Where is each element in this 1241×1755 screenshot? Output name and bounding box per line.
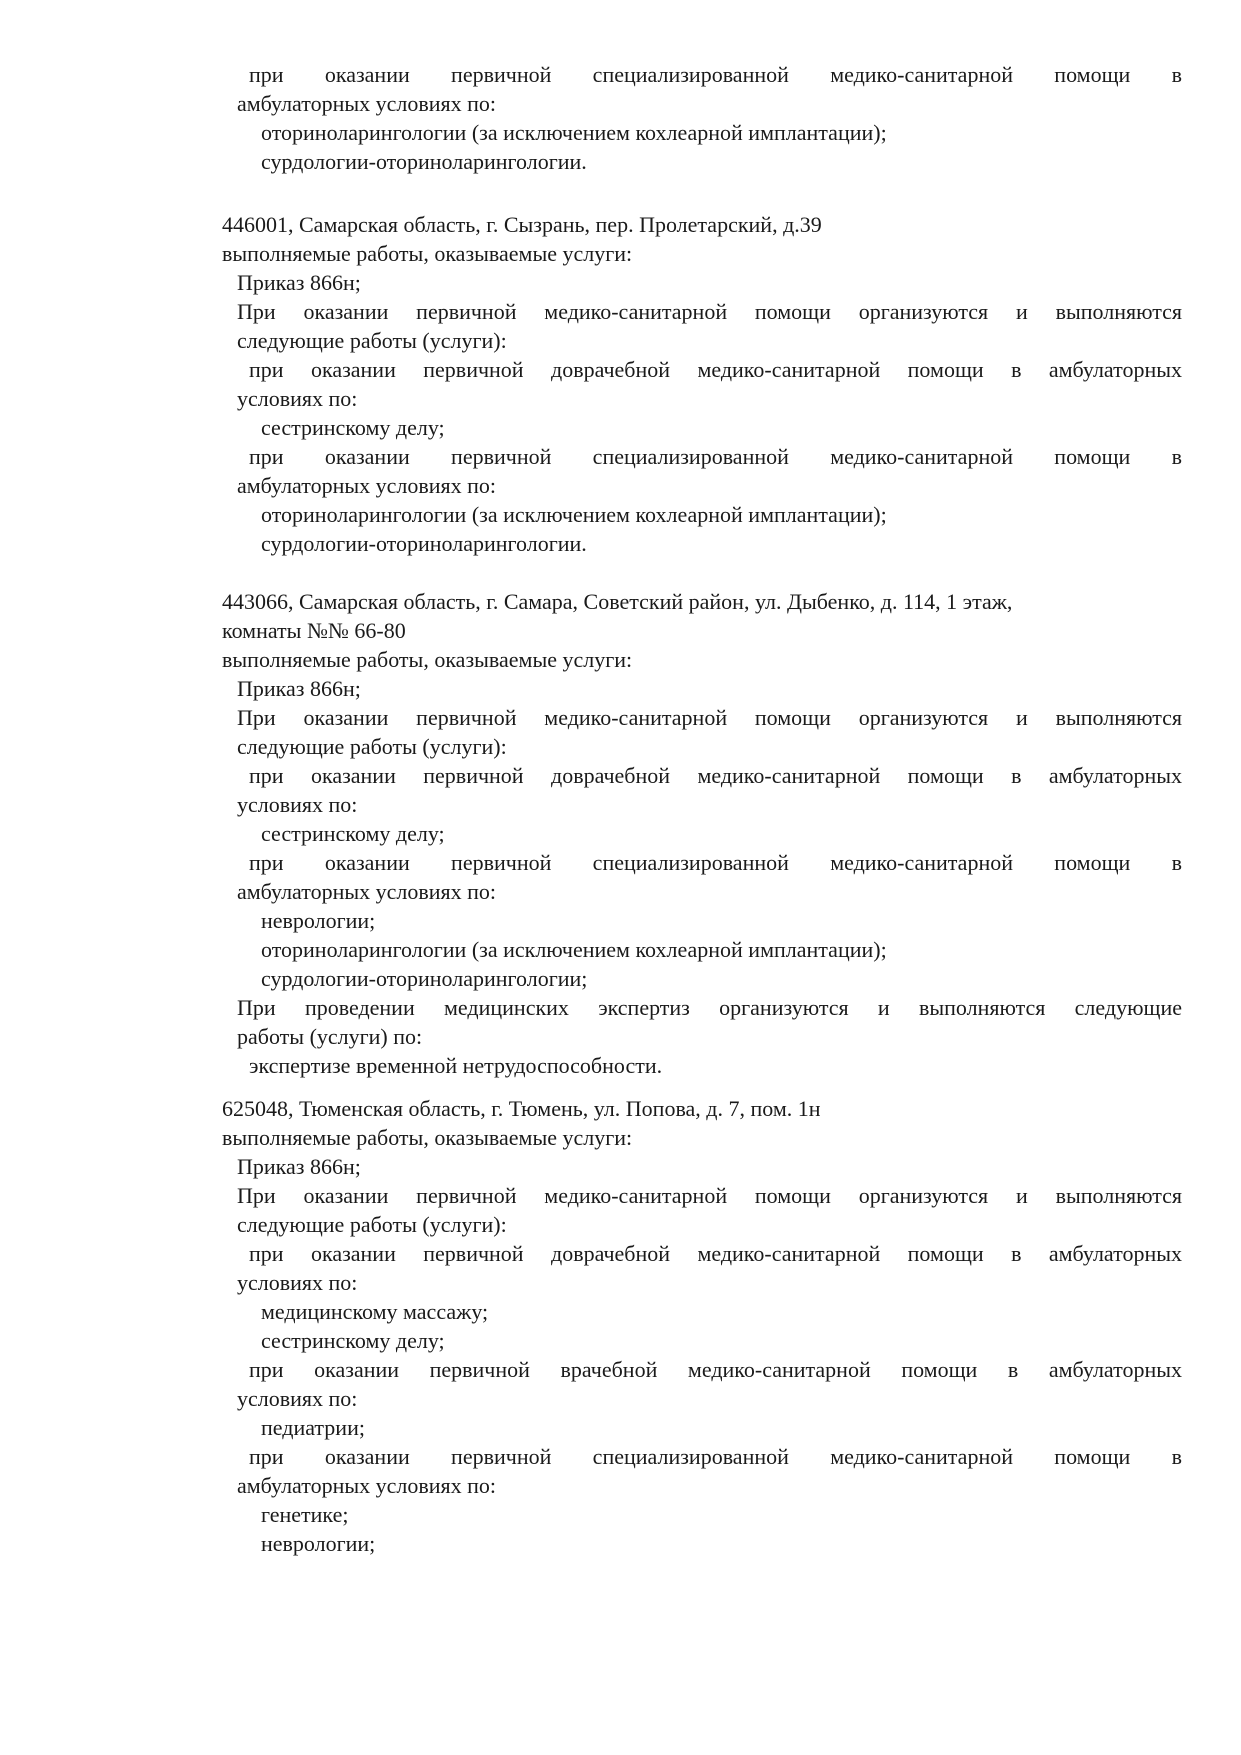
tyumen-section [222,1094,1182,1558]
continuation-line: следующие работы (услуги): [237,1212,507,1237]
primary-care-heading [222,703,1182,761]
list-item: оториноларингологии (за исключением кохлеарной имплантации); [261,502,887,527]
justified-line: При проведении медицинских экспертиз организуются и выполняются следующие [237,995,1182,1020]
justified-line: При оказании первичной медико-санитарной помощи организуются и выполняются [237,1183,1182,1208]
continuation-line: амбулаторных условиях по: [237,879,497,904]
works-heading: выполняемые работы, оказываемые услуги: [222,241,633,266]
justified-line: при оказании первичной доврачебной медико-санитарной помощи в амбулаторных [249,357,1182,382]
list-item: неврологии; [261,908,376,933]
specialized-care-heading [222,442,1182,500]
list-item: оториноларингологии (за исключением кохлеарной имплантации); [261,937,887,962]
list-item: оториноларингологии (за исключением кохлеарной имплантации); [261,120,887,145]
order-line: Приказ 866н; [237,676,361,701]
order-line: Приказ 866н; [237,270,361,295]
list-item: сурдологии-оториноларингологии. [261,531,587,556]
continuation-line: амбулаторных условиях по: [237,473,497,498]
list-item: сестринскому делу; [261,1328,445,1353]
order-line: Приказ 866н; [237,1154,361,1179]
continuation-line: амбулаторных условиях по: [237,91,497,116]
justified-line: при оказании первичной специализированной медико-санитарной помощи в [249,1444,1182,1469]
continuation-line: условиях по: [237,792,358,817]
physician-care-heading [222,1355,1182,1413]
justified-line: при оказании первичной доврачебной медико-санитарной помощи в амбулаторных [249,763,1182,788]
list-item: сурдологии-оториноларингологии. [261,149,587,174]
address-line: 446001, Самарская область, г. Сызрань, пер. Пролетарский, д.39 [222,212,822,237]
continuation-line: амбулаторных условиях по: [237,1473,497,1498]
address-line: комнаты №№ 66-80 [222,618,406,643]
expertise-heading [222,993,1182,1051]
address-line: 443066, Самарская область, г. Самара, Советский район, ул. Дыбенко, д. 114, 1 этаж, [222,589,1013,614]
list-item: педиатрии; [261,1415,365,1440]
list-item: медицинскому массажу; [261,1299,489,1324]
prephysician-care-heading [222,1239,1182,1297]
works-heading: выполняемые работы, оказываемые услуги: [222,1125,633,1150]
list-item: сестринскому делу; [261,415,445,440]
justified-line: при оказании первичной специализированной медико-санитарной помощи в [249,444,1182,469]
justified-line: при оказании первичной врачебной медико-санитарной помощи в амбулаторных [249,1357,1182,1382]
list-item: генетике; [261,1502,349,1527]
continuation-section [222,60,1182,176]
list-item: неврологии; [261,1531,376,1556]
prephysician-care-heading [222,355,1182,413]
specialized-care-heading [222,848,1182,906]
continuation-line: условиях по: [237,386,358,411]
justified-line: при оказании первичной специализированной медико-санитарной помощи в [249,62,1182,87]
prephysician-care-heading [222,761,1182,819]
justified-line: при оказании первичной специализированной медико-санитарной помощи в [249,850,1182,875]
syzran-section [222,210,1182,558]
specialized-care-heading [222,60,1182,118]
specialized-care-heading [222,1442,1182,1500]
samara-section [222,587,1182,1080]
list-item: сурдологии-оториноларингологии; [261,966,588,991]
list-item: сестринскому делу; [261,821,445,846]
continuation-line: работы (услуги) по: [237,1024,423,1049]
works-heading: выполняемые работы, оказываемые услуги: [222,647,633,672]
primary-care-heading [222,1181,1182,1239]
list-item: экспертизе временной нетрудоспособности. [249,1053,663,1078]
justified-line: При оказании первичной медико-санитарной помощи организуются и выполняются [237,299,1182,324]
continuation-line: условиях по: [237,1270,358,1295]
justified-line: при оказании первичной доврачебной медико-санитарной помощи в амбулаторных [249,1241,1182,1266]
primary-care-heading [222,297,1182,355]
justified-line: При оказании первичной медико-санитарной помощи организуются и выполняются [237,705,1182,730]
continuation-line: условиях по: [237,1386,358,1411]
address-line: 625048, Тюменская область, г. Тюмень, ул. Попова, д. 7, пом. 1н [222,1096,821,1121]
continuation-line: следующие работы (услуги): [237,734,507,759]
continuation-line: следующие работы (услуги): [237,328,507,353]
